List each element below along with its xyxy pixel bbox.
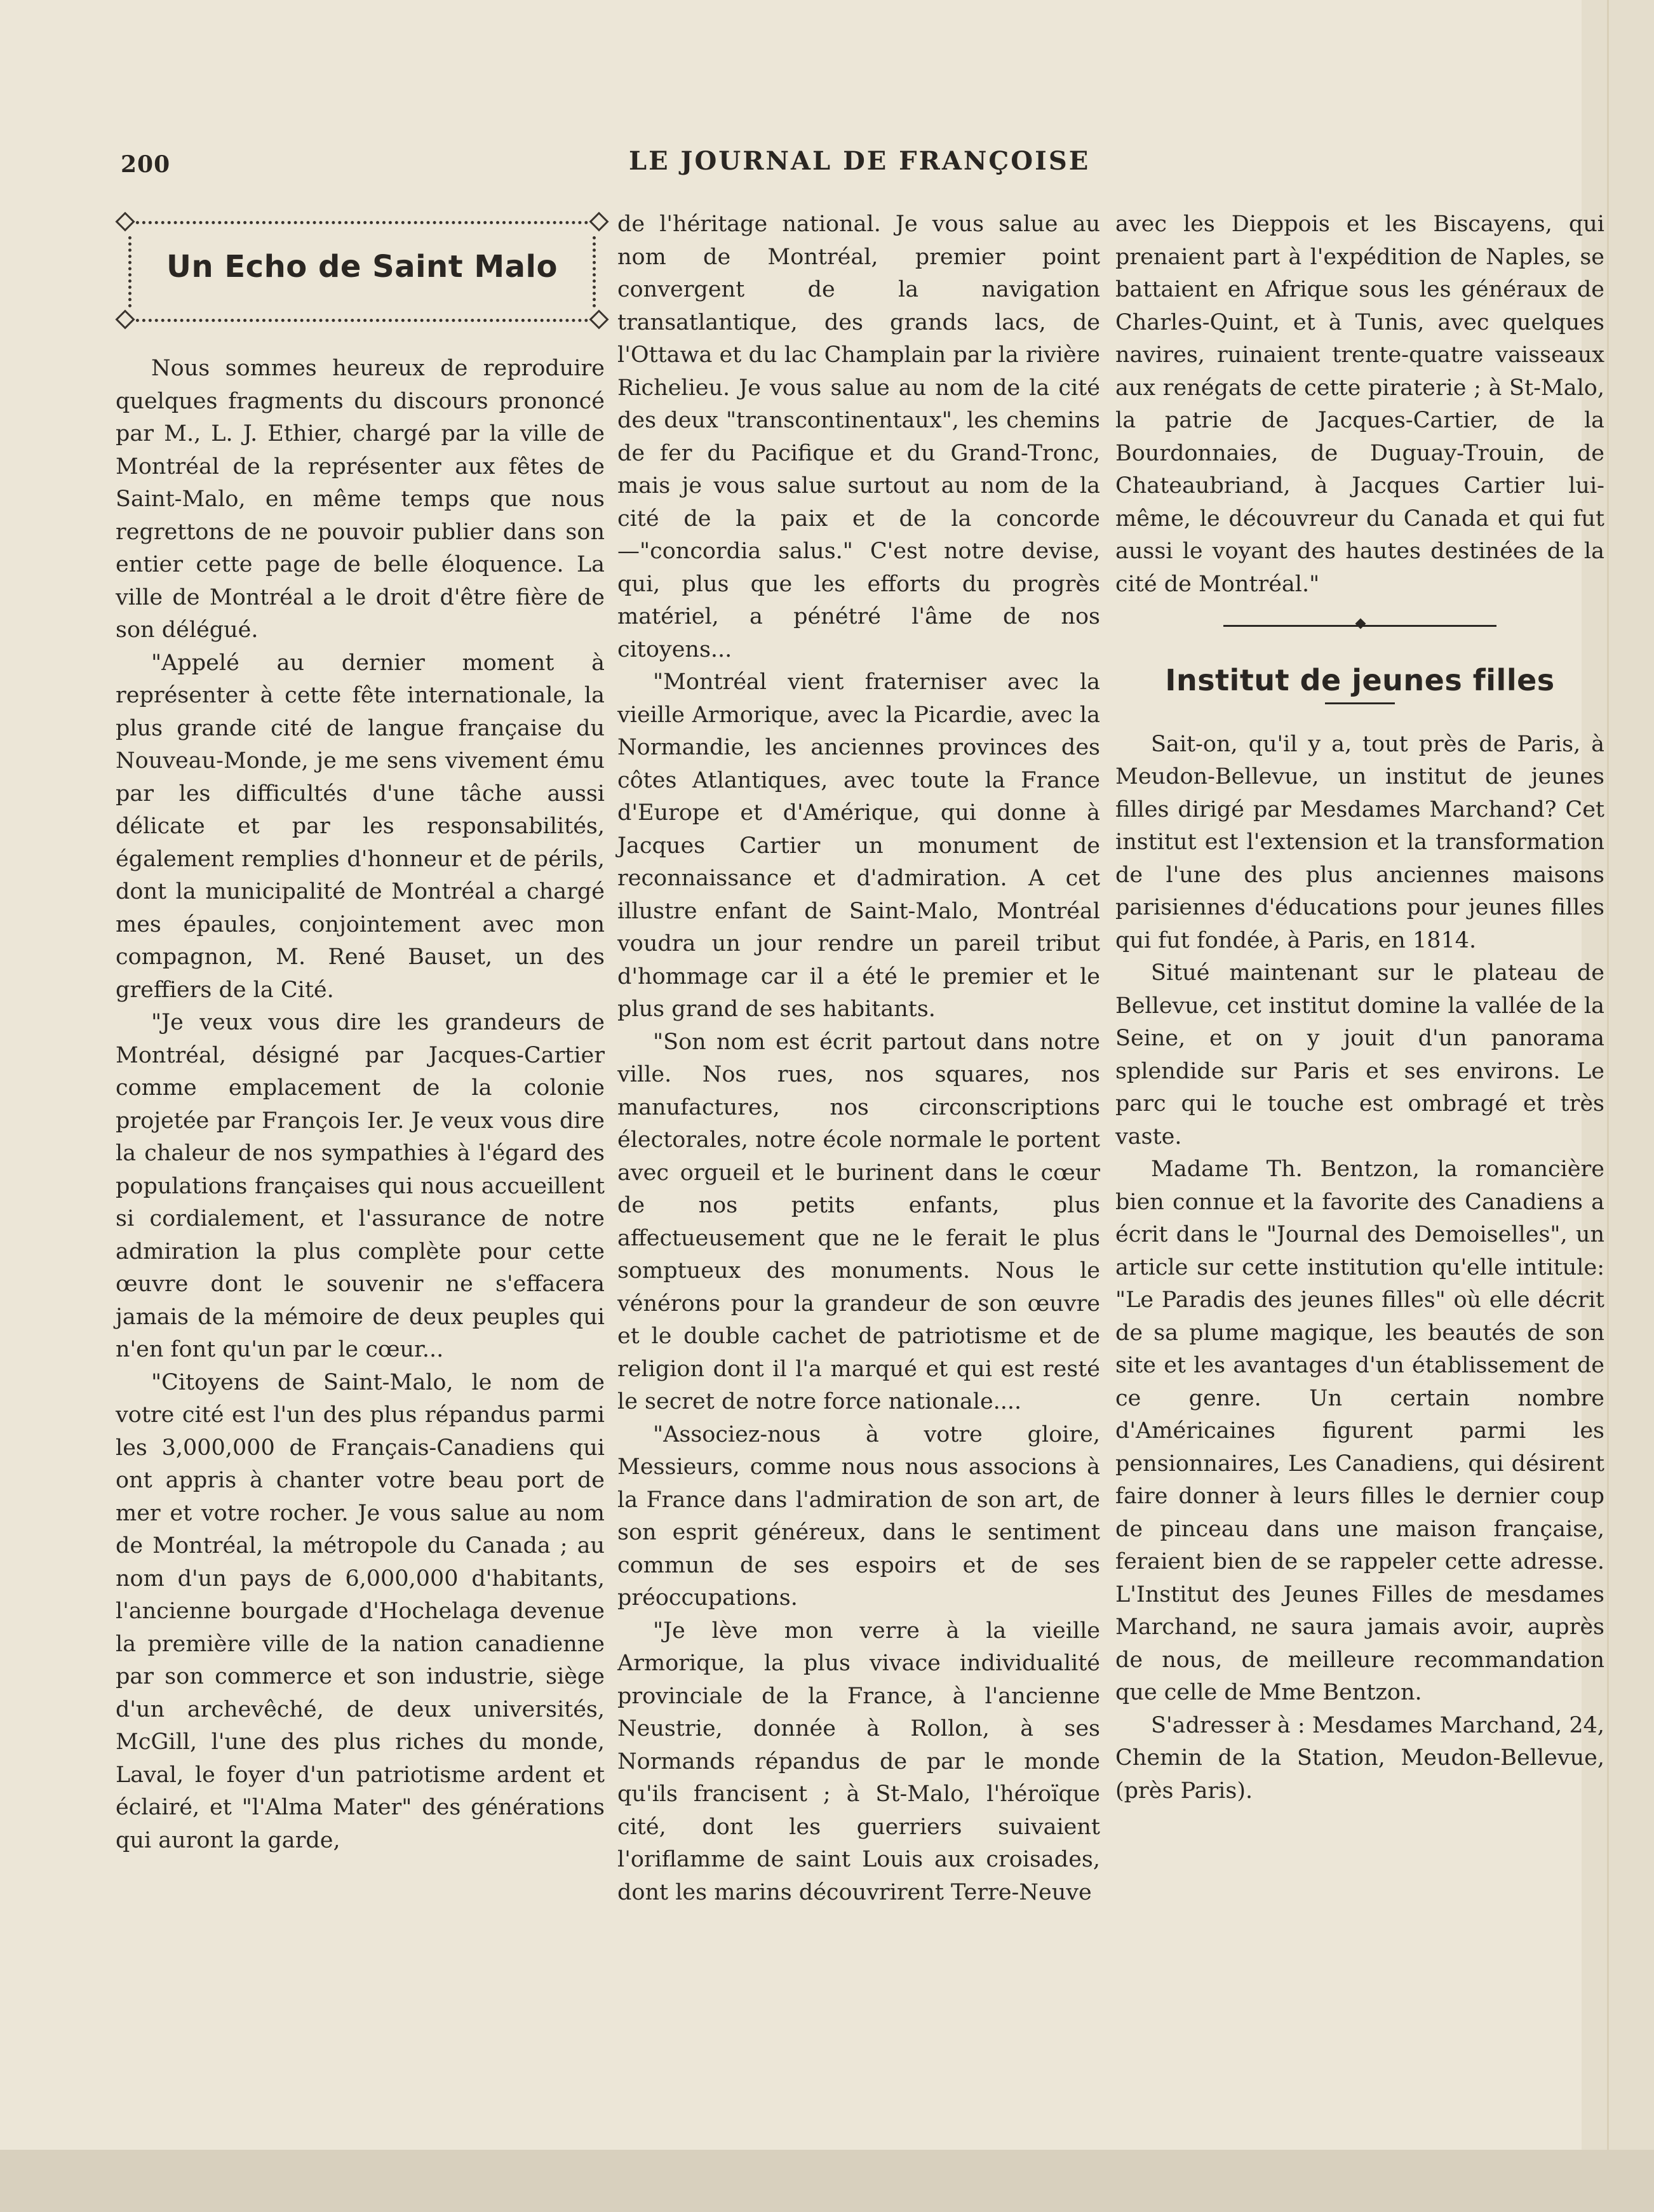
page-edge-line [1607,0,1609,2212]
dotted-rule-top [130,221,595,224]
running-head: LE JOURNAL DE FRANÇOISE [629,146,1091,176]
article-paragraph: "Montréal vient fraterniser avec la vieille Armorique, avec la Picardie, avec la Normandie, les anciennes provinces des côtes Atlantiques, avec toute la France d'Europe et d'Amérique, qui donne à Jacques Cartier un monument de reconnaissance et d'admiration. A cet illustre enfant de Saint-Malo, Montréal voudra un jour rendre un pareil tribut d'hommage car il a été le premier et le plus grand de ses habitants. [617,669,1100,1022]
article-paragraph: avec les Dieppois et les Biscayens, qui prenaient part à l'expédition de Naples, se battaient en Afrique sous les généraux de Charles-Quint, et à Tunis, avec quelques navires, ruinaient trente-quatre vaisseaux aux renégats de cette piraterie ; à St-Malo, la patrie de Jacques-Cartier, de la Bourdonnaies, de Duguay-Trouin, de Chateaubriand, à Jacques Cartier lui-même, le découvreur du Canada et qui fut aussi le voyant des hautes destinées de la cité de Montréal." [1115,211,1604,597]
article-paragraph: Madame Th. Bentzon, la romancière bien connue et la favorite des Canadiens a écrit dans le "Journal des Demoiselles", un article sur cette institution qu'elle intitule: "Le Paradis des jeunes filles" où elle décrit de sa plume magique, les beautés de son site et les avantages d'un établissement de ce genre. Un certain nombre d'Américaines figurent parmi les pensionnaires, Les Canadiens, qui désirent faire donner à leurs filles le dernier coup de pinceau dans une maison française, feraient bien de se rappeler cette adresse. L'Institut des Jeunes Filles de mesdames Marchand, ne saura jamais avoir, auprès de nous, de meilleure recommandation que celle de Mme Bentzon. [1115,1156,1604,1705]
corner-diamond-icon [589,211,608,231]
article-title: Institut de jeunes filles [1165,663,1555,697]
title-underline [1325,702,1395,704]
article-paragraph: "Citoyens de Saint-Malo, le nom de votre cité est l'un des plus répandus parmi les 3,000,000 de Français-Canadiens qui ont appris à chanter votre beau port de mer et votre rocher. Je vous salue au nom de Montréal, la métropole du Canada ; au nom d'un pays de 6,000,000 d'habitants, l'ancienne bourgade d'Hochelaga devenue la première ville de la nation canadienne par son commerce et son industrie, siège d'un archevêché, de deux universités, McGill, l'une des plus riches du monde, Laval, le foyer d'un patriotisme ardent et éclairé, et "l'Alma Mater" des générations qui auront la garde, [116,1369,605,1853]
article-paragraph: S'adresser à : Mesdames Marchand, 24, Chemin de la Station, Meudon-Bellevue, (près Paris). [1115,1712,1604,1804]
corner-diamond-icon [115,309,135,329]
article-title: Un Echo de Saint Malo [166,249,558,285]
text-column-1 [116,352,605,1857]
article-paragraph: Nous sommes heureux de reproduire quelques fragments du discours prononcé par M., L. J. Ethier, chargé par la ville de Montréal de la représenter aux fêtes de Saint-Malo, en même temps que nous regrettons de ne pouvoir publier dans son entier cette page de belle éloquence. La ville de Montréal a le droit d'être fière de son délégué. [116,356,605,643]
page-bottom-edge [0,2150,1654,2212]
separator-diamond-icon [1355,619,1366,629]
article-paragraph: "Appelé au dernier moment à représenter à cette fête internationale, la plus grande cité de langue française du Nouveau-Monde, je me sens vivement ému par les difficultés d'une tâche aussi délicate et par les responsabilités, également remplies d'honneur et de périls, dont la municipalité de Montréal a chargé mes épaules, conjointement avec mon compagnon, M. René Bauset, un des greffiers de la Cité. [116,650,605,1003]
section-separator [1115,607,1604,645]
article-paragraph: Sait-on, qu'il y a, tout près de Paris, à Meudon-Bellevue, un institut de jeunes filles dirigé par Mesdames Marchand? Cet institut est l'extension et la transformation de l'une des plus anciennes maisons parisiennes d'éducations pour jeunes filles qui fut fondée, à Paris, en 1814. [1115,731,1604,953]
corner-diamond-icon [589,309,608,329]
article-paragraph: "Je lève mon verre à la vieille Armorique, la plus vivace individualité provinciale de la France, à l'ancienne Neustrie, donnée à Rollon, à ses Normands répandus de par le monde qu'ils francisent ; à St-Malo, l'héroïque cité, dont les guerriers suivaient l'oriflamme de saint Louis aux croisades, dont les marins découvrirent Terre-Neuve [617,1618,1100,1905]
text-column-2 [617,208,1100,1909]
article-paragraph: "Associez-nous à votre gloire, Messieurs, comme nous nous associons à la France dans l'admiration de son art, de son esprit généreux, dans le sentiment commun de ses espoirs et de ses préoccupations. [617,1421,1100,1611]
text-column-3 [1115,208,1604,1807]
dotted-rule-bottom [130,319,595,322]
article-title-box [118,211,606,332]
article-paragraph: "Son nom est écrit partout dans notre ville. Nos rues, nos squares, nos manufactures, nos circonscriptions électorales, notre école normale le portent avec orgueil et le burinent dans le cœur de nos petits enfants, plus affectueusement que ne le ferait le plus somptueux des monuments. Nous le vénérons pour la grandeur de son œuvre et le double cachet de patriotisme et de religion dont il l'a marqué et qui est resté le secret de notre force nationale.... [617,1029,1100,1414]
article-paragraph: Situé maintenant sur le plateau de Bellevue, cet institut domine la vallée de la Seine, et on y jouit d'un panorama splendide sur Paris et ses environs. Le parc qui le touche est ombragé et très vaste. [1115,960,1604,1150]
corner-diamond-icon [115,211,135,231]
article-paragraph: "Je veux vous dire les grandeurs de Montréal, désigné par Jacques-Cartier comme emplacement de la colonie projetée par François Ier. Je veux vous dire la chaleur de nos sympathies à l'égard des populations françaises qui nous accueillent si cordialement, et l'assurance de notre admiration la plus complète pour cette œuvre dont le souvenir ne s'effacera jamais de la mémoire de deux peuples qui n'en font qu'un par le cœur... [116,1010,605,1362]
article-paragraph: de l'héritage national. Je vous salue au nom de Montréal, premier point convergent de la navigation transatlantique, des grands lacs, de l'Ottawa et du lac Champlain par la rivière Richelieu. Je vous salue au nom de la cité des deux "transcontinentaux", les chemins de fer du Pacifique et du Grand-Tronc, mais je vous salue surtout au nom de la cité de la paix et de la concorde—"concordia salus." C'est notre devise, qui, plus que les efforts du progrès matériel, a pénétré l'âme de nos citoyens... [617,211,1100,662]
page-number: 200 [121,151,171,178]
